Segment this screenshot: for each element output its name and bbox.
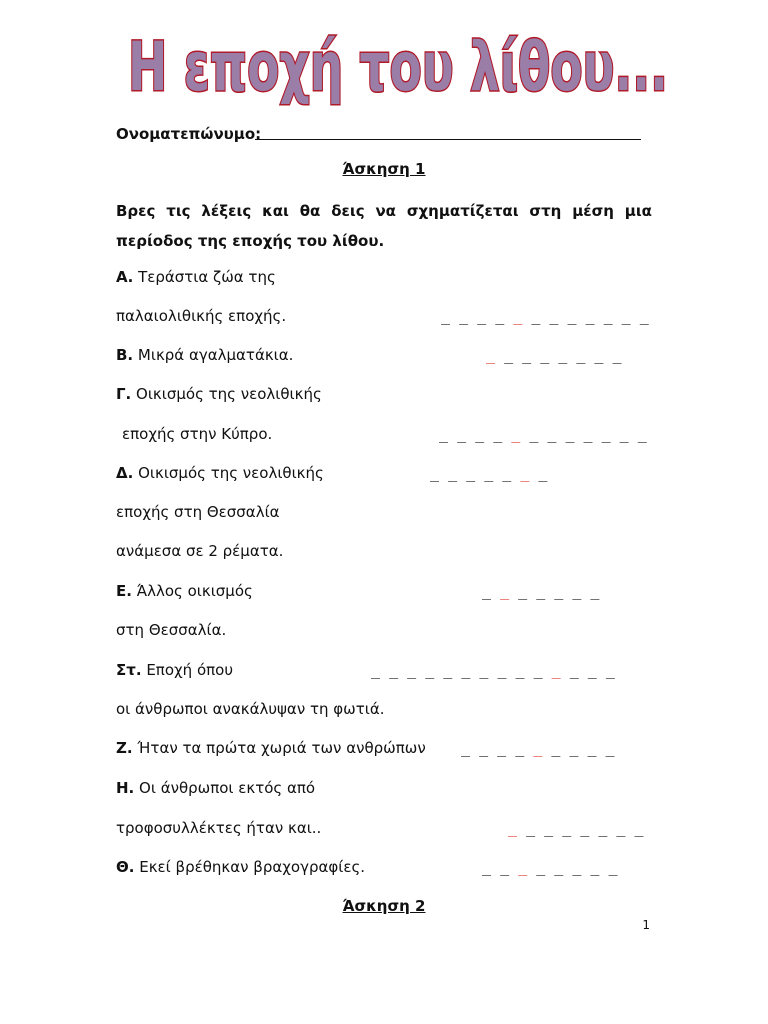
letter-blank[interactable]: _	[637, 425, 647, 443]
letter-blank[interactable]: _	[486, 346, 496, 364]
letter-blank[interactable]: _	[515, 739, 525, 757]
title-text: Η εποχή του λίθου...	[128, 28, 668, 107]
letter-blank[interactable]: _	[590, 858, 600, 876]
item-z-letter: Ζ.	[116, 739, 133, 757]
item-d-blanks[interactable]	[430, 463, 547, 483]
letter-blank[interactable]: _	[529, 425, 539, 443]
item-a-line-1	[116, 267, 276, 287]
exercise-1-heading: Άσκηση 1	[342, 160, 426, 178]
letter-blank[interactable]: _	[518, 582, 528, 600]
item-th-line-1	[116, 857, 365, 877]
item-h-text-2: τροφοσυλλέκτες ήταν και..	[116, 819, 322, 837]
item-g-letter: Γ.	[116, 385, 132, 403]
letter-blank[interactable]: _	[572, 582, 582, 600]
name-input-line[interactable]	[255, 139, 641, 140]
item-g-blanks[interactable]	[439, 424, 647, 444]
item-b-blanks[interactable]	[486, 345, 621, 365]
item-z-text-1: Ήταν τα πρώτα χωριά των ανθρώπων	[137, 739, 426, 757]
letter-blank[interactable]: _	[526, 819, 536, 837]
item-d-text-2: εποχής στη Θεσσαλία	[116, 503, 280, 521]
letter-blank[interactable]: _	[407, 661, 417, 679]
letter-blank[interactable]: _	[605, 739, 615, 757]
item-e-text-1: Άλλος οικισμός	[136, 582, 253, 600]
item-th-blanks[interactable]	[482, 857, 617, 877]
letter-blank[interactable]: _	[536, 858, 546, 876]
item-a-blanks[interactable]	[441, 306, 649, 326]
letter-blank[interactable]: _	[533, 661, 543, 679]
item-h-line-1	[116, 778, 315, 798]
item-st-line-1	[116, 660, 233, 680]
item-st-blanks[interactable]	[371, 660, 615, 680]
letter-blank[interactable]: _	[549, 307, 559, 325]
letter-blank[interactable]: _	[500, 858, 510, 876]
letter-blank[interactable]: _	[587, 739, 597, 757]
letter-blank[interactable]: _	[558, 346, 568, 364]
letter-blank[interactable]: _	[461, 661, 471, 679]
item-z-blanks[interactable]	[461, 738, 615, 758]
item-g-text-1: Οικισμός της νεολιθικής	[136, 385, 322, 403]
letter-blank[interactable]: _	[518, 858, 528, 876]
letter-blank[interactable]: _	[475, 425, 485, 443]
letter-blank[interactable]: _	[616, 819, 626, 837]
letter-blank[interactable]: _	[587, 661, 597, 679]
item-a-letter: Α.	[116, 268, 134, 286]
letter-blank[interactable]: _	[500, 582, 510, 600]
item-st-letter: Στ.	[116, 661, 142, 679]
letter-blank[interactable]: _	[371, 661, 381, 679]
instructions: Βρες τις λέξεις και θα δεις να σχηματίζεται στη μέση μια περίοδος της εποχής του λίθου.	[116, 202, 652, 250]
letter-blank[interactable]: _	[477, 307, 487, 325]
page-title	[0, 12, 768, 112]
letter-blank[interactable]: _	[544, 819, 554, 837]
letter-blank[interactable]: _	[554, 858, 564, 876]
letter-blank[interactable]: _	[554, 582, 564, 600]
letter-blank[interactable]: _	[605, 661, 615, 679]
letter-blank[interactable]: _	[482, 582, 492, 600]
page-number: 1	[642, 918, 650, 932]
letter-blank[interactable]: _	[540, 346, 550, 364]
letter-blank[interactable]: _	[536, 582, 546, 600]
letter-blank[interactable]: _	[639, 307, 649, 325]
letter-blank[interactable]: _	[585, 307, 595, 325]
letter-blank[interactable]: _	[621, 307, 631, 325]
letter-blank[interactable]: _	[497, 739, 507, 757]
letter-blank[interactable]: _	[482, 858, 492, 876]
letter-blank[interactable]: _	[569, 739, 579, 757]
letter-blank[interactable]: _	[538, 464, 548, 482]
item-th-letter: Θ.	[116, 858, 135, 876]
letter-blank[interactable]: _	[601, 425, 611, 443]
item-g-text-2: εποχής στην Κύπρο.	[122, 425, 273, 443]
letter-blank[interactable]: _	[515, 661, 525, 679]
item-b-text-1: Μικρά αγαλματάκια.	[137, 346, 294, 364]
letter-blank[interactable]: _	[511, 425, 521, 443]
letter-blank[interactable]: _	[562, 819, 572, 837]
item-d-line-1	[116, 463, 324, 483]
letter-blank[interactable]: _	[522, 346, 532, 364]
letter-blank[interactable]: _	[608, 858, 618, 876]
exercise-2-heading: Άσκηση 2	[342, 897, 426, 915]
letter-blank[interactable]: _	[619, 425, 629, 443]
letter-blank[interactable]: _	[430, 464, 440, 482]
letter-blank[interactable]: _	[567, 307, 577, 325]
letter-blank[interactable]: _	[565, 425, 575, 443]
item-g-line-1	[116, 384, 322, 404]
item-e-letter: Ε.	[116, 582, 132, 600]
letter-blank[interactable]: _	[634, 819, 644, 837]
letter-blank[interactable]: _	[572, 858, 582, 876]
letter-blank[interactable]: _	[547, 425, 557, 443]
letter-blank[interactable]: _	[551, 739, 561, 757]
item-h-blanks[interactable]	[508, 818, 643, 838]
letter-blank[interactable]: _	[439, 425, 449, 443]
letter-blank[interactable]: _	[508, 819, 518, 837]
item-a-text-1: Τεράστια ζώα της	[138, 268, 276, 286]
letter-blank[interactable]: _	[493, 425, 503, 443]
letter-blank[interactable]: _	[590, 582, 600, 600]
item-h-letter: Η.	[116, 779, 135, 797]
letter-blank[interactable]: _	[569, 661, 579, 679]
item-st-text-1: Εποχή όπου	[146, 661, 234, 679]
item-d-letter: Δ.	[116, 464, 134, 482]
letter-blank[interactable]: _	[583, 425, 593, 443]
letter-blank[interactable]: _	[466, 464, 476, 482]
item-h-text-1: Οι άνθρωποι εκτός από	[139, 779, 316, 797]
letter-blank[interactable]: _	[580, 819, 590, 837]
letter-blank[interactable]: _	[603, 307, 613, 325]
letter-blank[interactable]: _	[612, 346, 622, 364]
letter-blank[interactable]: _	[513, 307, 523, 325]
letter-blank[interactable]: _	[443, 661, 453, 679]
item-d-text-3: ανάμεσα σε 2 ρέματα.	[116, 542, 284, 560]
letter-blank[interactable]: _	[504, 346, 514, 364]
item-a-text-2: παλαιολιθικής εποχής.	[116, 307, 287, 325]
letter-blank[interactable]: _	[598, 819, 608, 837]
letter-blank[interactable]: _	[551, 661, 561, 679]
letter-blank[interactable]: _	[533, 739, 543, 757]
letter-blank[interactable]: _	[425, 661, 435, 679]
letter-blank[interactable]: _	[448, 464, 458, 482]
letter-blank[interactable]: _	[502, 464, 512, 482]
letter-blank[interactable]: _	[441, 307, 451, 325]
letter-blank[interactable]: _	[479, 739, 489, 757]
letter-blank[interactable]: _	[594, 346, 604, 364]
letter-blank[interactable]: _	[389, 661, 399, 679]
letter-blank[interactable]: _	[495, 307, 505, 325]
letter-blank[interactable]: _	[479, 661, 489, 679]
letter-blank[interactable]: _	[531, 307, 541, 325]
item-e-blanks[interactable]	[482, 581, 599, 601]
item-e-text-2: στη Θεσσαλία.	[116, 621, 227, 639]
item-th-text-1: Εκεί βρέθηκαν βραχογραφίες.	[139, 858, 366, 876]
letter-blank[interactable]: _	[484, 464, 494, 482]
letter-blank[interactable]: _	[459, 307, 469, 325]
item-b-letter: Β.	[116, 346, 134, 364]
letter-blank[interactable]: _	[497, 661, 507, 679]
item-st-text-2: οι άνθρωποι ανακάλυψαν τη φωτιά.	[116, 700, 385, 718]
item-e-line-1	[116, 581, 253, 601]
item-z-line-1	[116, 738, 426, 758]
item-b-line-1	[116, 345, 293, 365]
letter-blank[interactable]: _	[457, 425, 467, 443]
item-d-text-1: Οικισμός της νεολιθικής	[138, 464, 324, 482]
letter-blank[interactable]: _	[520, 464, 530, 482]
name-label: Ονοματεπώνυμο:	[116, 125, 262, 143]
letter-blank[interactable]: _	[461, 739, 471, 757]
letter-blank[interactable]: _	[576, 346, 586, 364]
